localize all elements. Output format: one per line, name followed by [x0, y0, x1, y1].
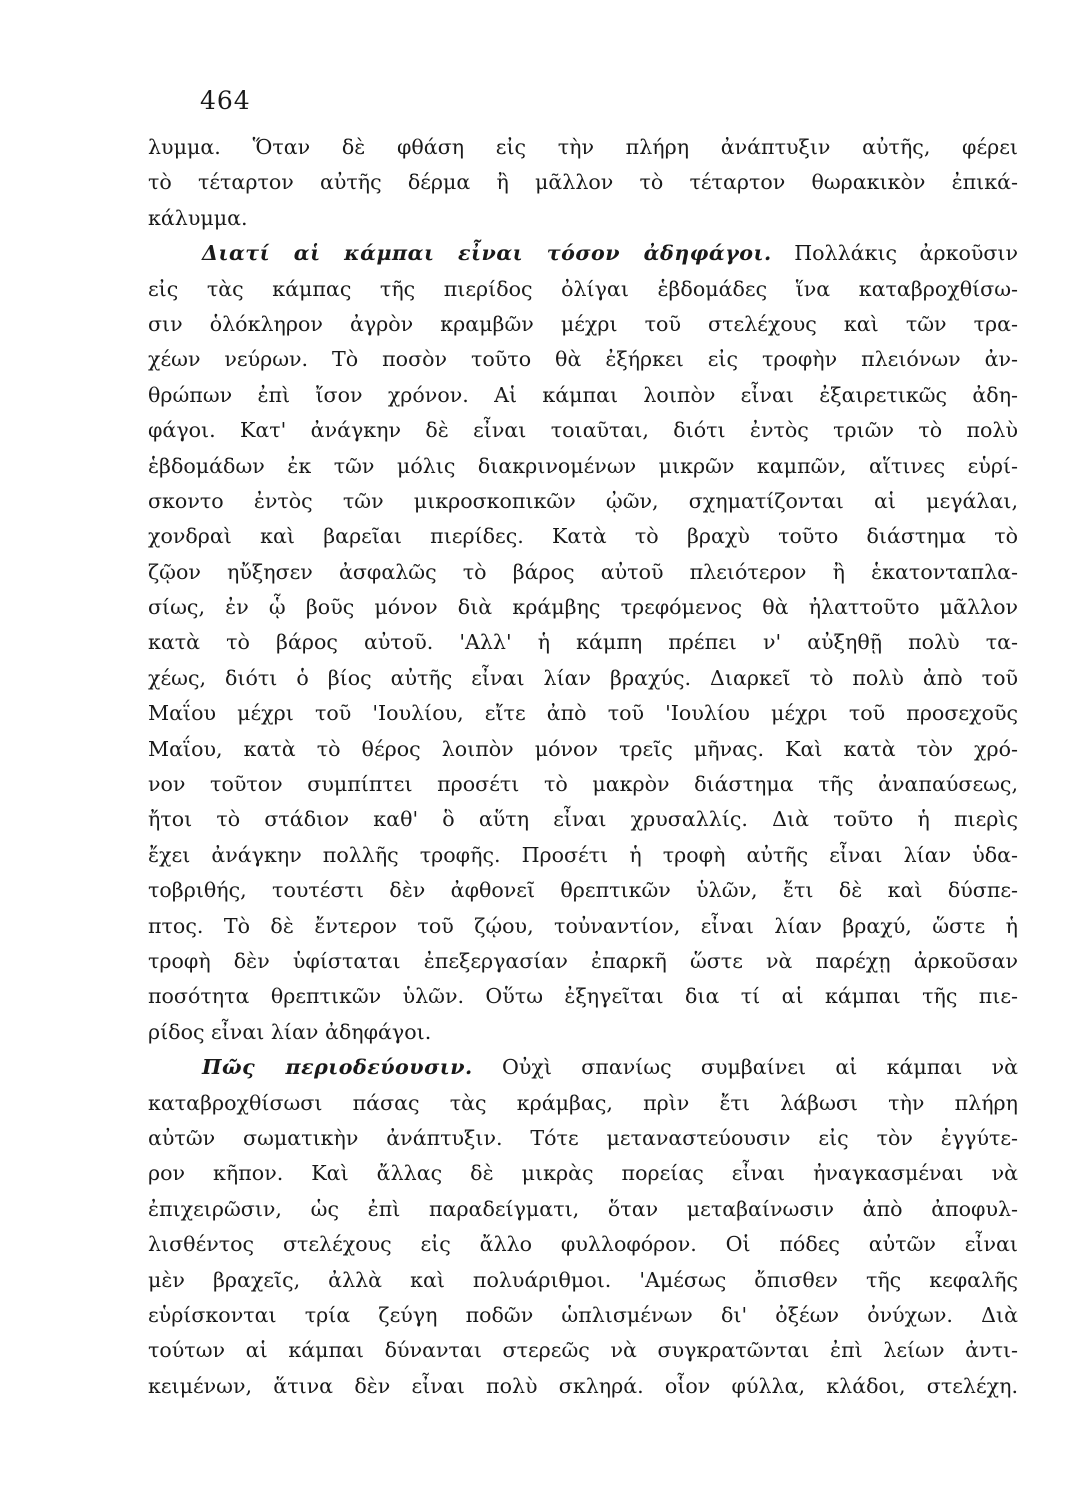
text-line: τὸ τέταρτον αὐτῆς δέρμα ἢ μᾶλλον τὸ τέταρτον θωρακικὸν ἐπικά-	[148, 170, 1018, 195]
text-line: σκοντο ἐντὸς τῶν μικροσκοπικῶν ᾠῶν, σχηματίζονται αἱ μεγάλαι,	[148, 488, 1018, 513]
text-line: ρον κῆπον. Καὶ ἄλλας δὲ μικρὰς πορείας εἶναι ἠναγκασμέναι νὰ	[148, 1161, 1018, 1186]
section-heading: Διατί αἱ κάμπαι εἶναι τόσον ἀδηφάγοι.	[202, 241, 772, 266]
text-line: σιν ὁλόκληρον ἀγρὸν κραμβῶν μέχρι τοῦ στελέχους καὶ τῶν τρα-	[148, 311, 1018, 336]
text-line: κατὰ τὸ βάρος αὐτοῦ. 'Αλλ' ἡ κάμπη πρέπει ν' αὐξηθῇ πολὺ τα-	[148, 630, 1018, 655]
text-line: κειμένων, ἅτινα δὲν εἶναι πολὺ σκληρά. οἷον φύλλα, κλάδοι, στελέχη.	[148, 1373, 1018, 1398]
text-line: λισθέντος στελέχους εἰς ἄλλο φυλλοφόρον. Οἱ πόδες αὐτῶν εἶναι	[148, 1232, 1018, 1257]
text-line: χέως, διότι ὁ βίος αὐτῆς εἶναι λίαν βραχύς. Διαρκεῖ τὸ πολὺ ἀπὸ τοῦ	[148, 665, 1018, 690]
text-line: μὲν βραχεῖς, ἀλλὰ καὶ πολυάριθμοι. 'Αμέσως ὄπισθεν τῆς κεφαλῆς	[148, 1267, 1018, 1292]
text-line: σίως, ἐν ᾧ βοῦς μόνον διὰ κράμβης τρεφόμενος θὰ ἠλαττοῦτο μᾶλλον	[148, 595, 1018, 620]
text-line: τοβριθής, τουτέστι δὲν ἀφθονεῖ θρεπτικῶν ὑλῶν, ἔτι δὲ καὶ δύσπε-	[148, 878, 1018, 903]
text-line: λυμμα. Ὅταν δὲ φθάση εἰς τὴν πλήρη ἀνάπτυξιν αὐτῆς, φέρει	[148, 135, 1018, 159]
text-line: χέων νεύρων. Τὸ ποσὸν τοῦτο θὰ ἐξήρκει εἰς τροφὴν πλειόνων ἀν-	[148, 347, 1018, 372]
text-line: ἤτοι τὸ στάδιον καθ' ὃ αὕτη εἶναι χρυσαλλίς. Διὰ τοῦτο ἡ πιερὶς	[148, 807, 1018, 832]
text-line: εὑρίσκονται τρία ζεύγη ποδῶν ὡπλισμένων δι' ὀξέων ὀνύχων. Διὰ	[148, 1302, 1018, 1327]
text-line: ἑβδομάδων ἐκ τῶν μόλις διακρινομένων μικρῶν καμπῶν, αἵτινες εὑρί-	[148, 453, 1018, 478]
text-line: Μαΐου, κατὰ τὸ θέρος λοιπὸν μόνον τρεῖς μῆνας. Καὶ κατὰ τὸν χρό-	[148, 736, 1018, 761]
text-line: ἔχει ἀνάγκην πολλῆς τροφῆς. Προσέτι ἡ τροφὴ αὐτῆς εἶναι λίαν ὑδα-	[148, 842, 1018, 867]
text-line: φάγοι. Κατ' ἀνάγκην δὲ εἶναι τοιαῦται, διότι ἐντὸς τριῶν τὸ πολὺ	[148, 418, 1018, 443]
text-line: ρίδος εἶναι λίαν ἀδηφάγοι.	[148, 1019, 432, 1044]
text-line: τούτων αἱ κάμπαι δύνανται στερεῶς νὰ συγκρατῶνται ἐπὶ λείων ἀντι-	[148, 1338, 1018, 1363]
text-line: χονδραὶ καὶ βαρεῖαι πιερίδες. Κατὰ τὸ βραχὺ τοῦτο διάστημα τὸ	[148, 524, 1018, 549]
page-number: 464	[200, 86, 251, 115]
text-line: αὐτῶν σωματικὴν ἀνάπτυξιν. Τότε μεταναστεύουσιν εἰς τὸν ἐγγύτε-	[148, 1125, 1018, 1150]
text-line: ποσότητα θρεπτικῶν ὑλῶν. Οὕτω ἐξηγεῖται δια τί αἱ κάμπαι τῆς πιε-	[148, 984, 1018, 1009]
body-text	[148, 130, 1018, 1404]
section-heading-line	[148, 236, 1018, 271]
text-line: καταβροχθίσωσι πάσας τὰς κράμβας, πρὶν ἔτι λάβωσι τὴν πλήρη	[148, 1090, 1018, 1115]
section-heading-line	[148, 1050, 1018, 1085]
text-line: ζῷον ηὔξησεν ἀσφαλῶς τὸ βάρος αὐτοῦ πλειότερον ἢ ἑκατονταπλα-	[148, 559, 1018, 584]
text-line: Μαΐου μέχρι τοῦ 'Ιουλίου, εἴτε ἀπὸ τοῦ 'Ιουλίου μέχρι τοῦ προσεχοῦς	[148, 701, 1018, 726]
text-line: εἰς τὰς κάμπας τῆς πιερίδος ὀλίγαι ἑβδομάδες ἵνα καταβροχθίσω-	[148, 276, 1018, 301]
text-line: τροφὴ δὲν ὑφίσταται ἐπεξεργασίαν ἐπαρκῆ ὥστε νὰ παρέχῃ ἀρκοῦσαν	[148, 948, 1018, 973]
text-line: ἐπιχειρῶσιν, ὡς ἐπὶ παραδείγματι, ὅταν μεταβαίνωσιν ἀπὸ ἀποφυλ-	[148, 1196, 1018, 1221]
text-line: πτος. Τὸ δὲ ἔντερον τοῦ ζῴου, τοὐναντίον, εἶναι λίαν βραχύ, ὥστε ἡ	[148, 913, 1018, 938]
text-line-rest: Πολλάκις ἀρκοῦσιν	[794, 241, 1019, 266]
section-heading: Πῶς περιοδεύουσιν.	[202, 1055, 473, 1080]
text-line: θρώπων ἐπὶ ἴσον χρόνον. Αἱ κάμπαι λοιπὸν εἶναι ἐξαιρετικῶς ἀδη-	[148, 382, 1018, 407]
text-line: νον τοῦτον συμπίπτει προσέτι τὸ μακρὸν διάστημα τῆς ἀναπαύσεως,	[148, 772, 1018, 797]
text-line: κάλυμμα.	[148, 205, 248, 230]
text-line-rest: Οὐχὶ σπανίως συμβαίνει αἱ κάμπαι νὰ	[501, 1055, 1018, 1080]
